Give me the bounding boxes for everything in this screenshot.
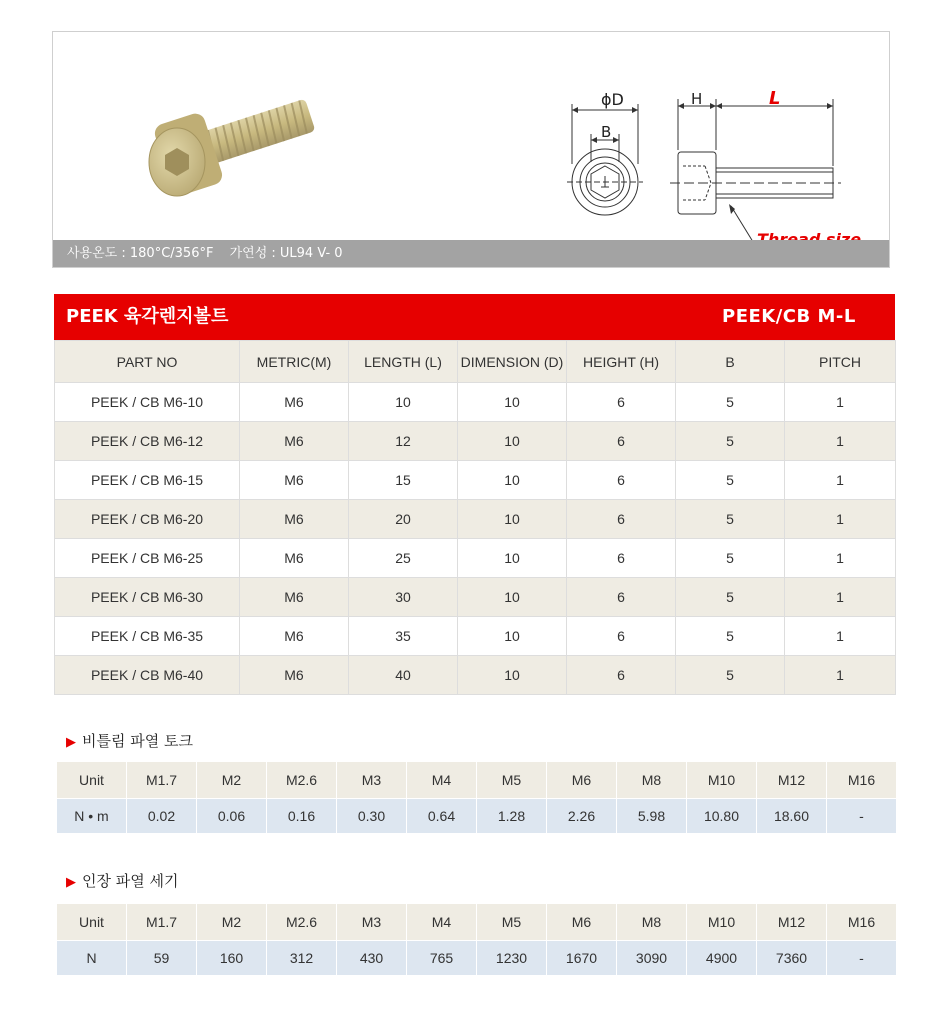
- tensile-value-row: [57, 941, 897, 976]
- table-row: [55, 617, 896, 656]
- col-b: B: [676, 341, 785, 383]
- cell-b: 5: [676, 461, 785, 500]
- triangle-right-icon: ▶: [66, 875, 76, 890]
- dimension-drawing: [515, 54, 885, 244]
- tensile-col: M3: [337, 904, 407, 941]
- tensile-col: M2.6: [267, 904, 337, 941]
- cell-dimension: 10: [458, 656, 567, 695]
- torque-col: M16: [827, 762, 897, 799]
- cell-b: 5: [676, 539, 785, 578]
- cell-metric: M6: [240, 461, 349, 500]
- cell-height: 6: [567, 383, 676, 422]
- cell-pitch: 1: [785, 617, 896, 656]
- torque-col: M2.6: [267, 762, 337, 799]
- cell-part-no: PEEK / CB M6-40: [55, 656, 240, 695]
- cell-dimension: 10: [458, 617, 567, 656]
- tensile-col: M2: [197, 904, 267, 941]
- cell-b: 5: [676, 617, 785, 656]
- torque-cell: 18.60: [757, 799, 827, 834]
- torque-col: Unit: [57, 762, 127, 799]
- cell-b: 5: [676, 500, 785, 539]
- drawing-label-phi-d: ϕD: [601, 90, 624, 109]
- cell-part-no: PEEK / CB M6-10: [55, 383, 240, 422]
- cell-height: 6: [567, 617, 676, 656]
- torque-cell: -: [827, 799, 897, 834]
- torque-col: M3: [337, 762, 407, 799]
- torque-col: M2: [197, 762, 267, 799]
- torque-col: M5: [477, 762, 547, 799]
- tensile-col: M8: [617, 904, 687, 941]
- cell-b: 5: [676, 422, 785, 461]
- tensile-cell: 1670: [547, 941, 617, 976]
- torque-col: M4: [407, 762, 477, 799]
- cell-height: 6: [567, 500, 676, 539]
- cell-dimension: 10: [458, 383, 567, 422]
- spec-table: [54, 340, 896, 695]
- torque-cell: 5.98: [617, 799, 687, 834]
- table-row: [55, 422, 896, 461]
- torque-cell: 0.02: [127, 799, 197, 834]
- col-pitch: PITCH: [785, 341, 896, 383]
- cell-length: 40: [349, 656, 458, 695]
- cell-height: 6: [567, 578, 676, 617]
- cell-pitch: 1: [785, 422, 896, 461]
- cell-pitch: 1: [785, 539, 896, 578]
- torque-value-row: [57, 799, 897, 834]
- table-row: [55, 500, 896, 539]
- torque-col: M6: [547, 762, 617, 799]
- tensile-col: M4: [407, 904, 477, 941]
- drawing-label-l: L: [769, 88, 781, 109]
- torque-cell: N • m: [57, 799, 127, 834]
- tensile-cell: 59: [127, 941, 197, 976]
- triangle-right-icon: ▶: [66, 735, 76, 750]
- bolt-photo: [141, 82, 331, 202]
- cell-dimension: 10: [458, 578, 567, 617]
- table-row: [55, 578, 896, 617]
- torque-col: M12: [757, 762, 827, 799]
- cell-b: 5: [676, 656, 785, 695]
- table-row: [55, 539, 896, 578]
- table-row: [55, 383, 896, 422]
- cell-metric: M6: [240, 422, 349, 461]
- spec-table-head-row: [55, 341, 896, 383]
- col-metric: METRIC(M): [240, 341, 349, 383]
- tensile-col: M12: [757, 904, 827, 941]
- cell-part-no: PEEK / CB M6-30: [55, 578, 240, 617]
- col-part-no: PART NO: [55, 341, 240, 383]
- col-length: LENGTH (L): [349, 341, 458, 383]
- cell-part-no: PEEK / CB M6-35: [55, 617, 240, 656]
- product-title: PEEK 육각렌지볼트: [66, 306, 229, 327]
- tensile-table: [56, 904, 897, 975]
- product-code: PEEK/CB M-L: [722, 306, 856, 327]
- cell-part-no: PEEK / CB M6-12: [55, 422, 240, 461]
- torque-cell: 2.26: [547, 799, 617, 834]
- cell-length: 10: [349, 383, 458, 422]
- tensile-cell: 4900: [687, 941, 757, 976]
- cell-pitch: 1: [785, 578, 896, 617]
- torque-head-row: [57, 762, 897, 799]
- tensile-cell: 3090: [617, 941, 687, 976]
- torque-cell: 0.30: [337, 799, 407, 834]
- tensile-cell: -: [827, 941, 897, 976]
- tensile-col: M16: [827, 904, 897, 941]
- torque-cell: 0.64: [407, 799, 477, 834]
- spec-table-header: [54, 294, 895, 340]
- tensile-heading-text: 인장 파열 세기: [82, 872, 179, 890]
- tensile-col: M1.7: [127, 904, 197, 941]
- cell-b: 5: [676, 383, 785, 422]
- col-height: HEIGHT (H): [567, 341, 676, 383]
- cell-length: 35: [349, 617, 458, 656]
- cell-length: 20: [349, 500, 458, 539]
- cell-height: 6: [567, 656, 676, 695]
- cell-part-no: PEEK / CB M6-20: [55, 500, 240, 539]
- banner-footer: [53, 240, 889, 267]
- tensile-col: M10: [687, 904, 757, 941]
- tensile-col: M5: [477, 904, 547, 941]
- tensile-cell: 312: [267, 941, 337, 976]
- cell-dimension: 10: [458, 500, 567, 539]
- torque-cell: 0.16: [267, 799, 337, 834]
- cell-part-no: PEEK / CB M6-25: [55, 539, 240, 578]
- tensile-cell: 160: [197, 941, 267, 976]
- torque-cell: 1.28: [477, 799, 547, 834]
- torque-heading-text: 비틀림 파열 토크: [82, 732, 193, 750]
- torque-col: M8: [617, 762, 687, 799]
- col-dimension: DIMENSION (D): [458, 341, 567, 383]
- cell-metric: M6: [240, 656, 349, 695]
- cell-metric: M6: [240, 578, 349, 617]
- torque-table: [56, 762, 897, 833]
- cell-dimension: 10: [458, 539, 567, 578]
- cell-part-no: PEEK / CB M6-15: [55, 461, 240, 500]
- tensile-cell: 1230: [477, 941, 547, 976]
- product-banner: [52, 31, 890, 268]
- cell-metric: M6: [240, 500, 349, 539]
- tensile-col: M6: [547, 904, 617, 941]
- cell-metric: M6: [240, 617, 349, 656]
- tensile-cell: N: [57, 941, 127, 976]
- cell-metric: M6: [240, 383, 349, 422]
- cell-pitch: 1: [785, 383, 896, 422]
- cell-pitch: 1: [785, 461, 896, 500]
- cell-dimension: 10: [458, 461, 567, 500]
- cell-height: 6: [567, 461, 676, 500]
- flammability: 가연성 : UL94 V- 0: [229, 246, 343, 261]
- tensile-cell: 765: [407, 941, 477, 976]
- torque-cell: 10.80: [687, 799, 757, 834]
- drawing-label-h: H: [691, 90, 703, 108]
- tensile-head-row: [57, 904, 897, 941]
- drawing-label-b: B: [601, 123, 612, 141]
- torque-cell: 0.06: [197, 799, 267, 834]
- tensile-col: Unit: [57, 904, 127, 941]
- cell-length: 15: [349, 461, 458, 500]
- cell-dimension: 10: [458, 422, 567, 461]
- cell-height: 6: [567, 539, 676, 578]
- cell-pitch: 1: [785, 500, 896, 539]
- cell-length: 30: [349, 578, 458, 617]
- table-row: [55, 656, 896, 695]
- tensile-cell: 430: [337, 941, 407, 976]
- cell-pitch: 1: [785, 656, 896, 695]
- operating-temperature: 사용온도 : 180°C/356°F: [67, 246, 214, 261]
- cell-length: 25: [349, 539, 458, 578]
- tensile-heading: [66, 870, 178, 891]
- torque-col: M10: [687, 762, 757, 799]
- torque-heading: [66, 730, 193, 751]
- cell-height: 6: [567, 422, 676, 461]
- cell-b: 5: [676, 578, 785, 617]
- cell-metric: M6: [240, 539, 349, 578]
- cell-length: 12: [349, 422, 458, 461]
- tensile-cell: 7360: [757, 941, 827, 976]
- table-row: [55, 461, 896, 500]
- torque-col: M1.7: [127, 762, 197, 799]
